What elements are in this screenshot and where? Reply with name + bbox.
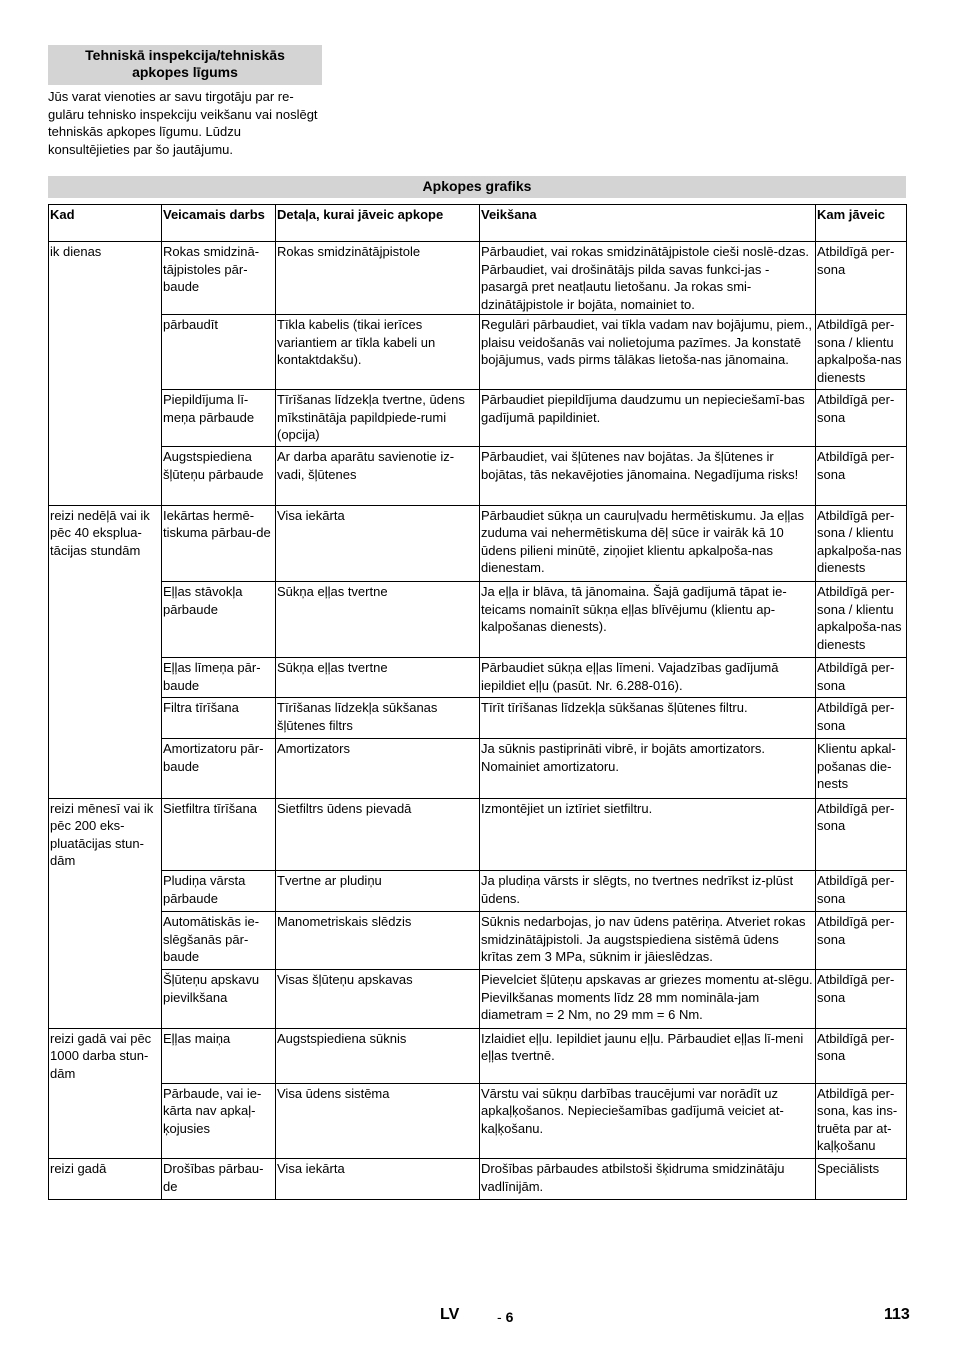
cell-when: reizi gadā vai pēc 1000 darba stun-dām bbox=[49, 1028, 162, 1083]
cell-who: Atbildīgā per-sona bbox=[816, 970, 907, 1029]
section-heading bbox=[48, 45, 322, 85]
table-row bbox=[49, 505, 907, 582]
intro-paragraph: Jūs varat vienoties ar savu tirgotāju par re-gulāru tehnisko inspekciju veikšanu vai noslēgt tehniskās apkopes līgumu. Lūdzu konsultējieties par šo jautājumu. bbox=[48, 89, 318, 157]
cell-task: Eļļas maiņa bbox=[162, 1028, 276, 1083]
cell-action: Pārbaudiet, vai šļūtenes nav bojātas. Ja šļūtenes ir bojātas, tās nekavējoties jānomaina. Negadījuma risks! bbox=[480, 447, 816, 506]
cell-task: Iekārtas hermē-tiskuma pārbau-de bbox=[162, 505, 276, 582]
footer-language: LV bbox=[440, 1306, 460, 1323]
cell-when: reizi gadā bbox=[49, 1159, 162, 1200]
footer-page: 6 bbox=[505, 1309, 514, 1325]
cell-action: Pārbaudiet piepildījuma daudzumu un nepieciešamī-bas gadījumā papildiniet. bbox=[480, 390, 816, 447]
cell-task: Augstspiediena šļūteņu pārbaude bbox=[162, 447, 276, 506]
table-row bbox=[49, 871, 907, 912]
cell-action: Pievelciet šļūteņu apskavas ar griezes momentu at-slēgu. Pievilkšanas moments līdz 28 mm nomināla-jam diametram = 2 Nm, no 29 mm = 6 Nm. bbox=[480, 970, 816, 1029]
cell-task: Drošības pārbau-de bbox=[162, 1159, 276, 1200]
cell-part: Tīrīšanas līdzekļa sūkšanas šļūtenes filtrs bbox=[276, 698, 480, 739]
table-row bbox=[49, 315, 907, 390]
section-heading-line2: apkopes līgums bbox=[132, 64, 238, 80]
cell-action: Pārbaudiet sūkņa un cauruļvadu hermētiskumu. Ja eļļas zuduma vai nehermētiskuma dēļ sūce ir vairāk kā 10 ūdens pilieni minūtē, ziņojiet klientu apkalpoša-nas dienestam. bbox=[480, 505, 816, 582]
cell-action: Vārstu vai sūkņu darbības traucējumi var norādīt uz apkaļķošanos. Nepieciešamības gadījumā veiciet at-kaļķošanu. bbox=[480, 1083, 816, 1159]
cell-who: Atbildīgā per-sona bbox=[816, 912, 907, 970]
cell-task: Piepildījuma lī-meņa pārbaude bbox=[162, 390, 276, 447]
footer-page-number: 113 bbox=[884, 1306, 910, 1323]
cell-when: ik dienas bbox=[49, 242, 162, 315]
cell-action: Izlaidiet eļļu. Iepildiet jaunu eļļu. Pārbaudiet eļļas lī-meni eļļas tvertnē. bbox=[480, 1028, 816, 1083]
cell-when bbox=[49, 698, 162, 739]
cell-when bbox=[49, 739, 162, 799]
cell-task: Filtra tīrīšana bbox=[162, 698, 276, 739]
table-row bbox=[49, 798, 907, 871]
cell-when bbox=[49, 658, 162, 698]
cell-part: Rokas smidzinātājpistole bbox=[276, 242, 480, 315]
cell-task: Automātiskās ie-slēgšanās pār-baude bbox=[162, 912, 276, 970]
table-row bbox=[49, 970, 907, 1029]
section-heading-line1: Tehniskā inspekcija/tehniskās bbox=[85, 47, 285, 63]
cell-part: Visa iekārta bbox=[276, 505, 480, 582]
cell-action: Ja sūknis pastiprināti vibrē, ir bojāts amortizators. Nomainiet amortizatoru. bbox=[480, 739, 816, 799]
table-row bbox=[49, 698, 907, 739]
cell-part: Ar darba aparātu savienotie iz-vadi, šļūtenes bbox=[276, 447, 480, 506]
maintenance-schedule-table bbox=[48, 204, 907, 1200]
cell-part: Sūkņa eļļas tvertne bbox=[276, 658, 480, 698]
cell-who: Klientu apkal-pošanas die-nests bbox=[816, 739, 907, 799]
cell-task: Rokas smidzinā-tājpistoles pār-baude bbox=[162, 242, 276, 315]
cell-action: Ja pludiņa vārsts ir slēgts, no tvertnes nedrīkst iz-plūst ūdens. bbox=[480, 871, 816, 912]
cell-task: Šļūteņu apskavu pievilkšana bbox=[162, 970, 276, 1029]
cell-action: Drošības pārbaudes atbilstoši šķidruma smidzinātāju vadlīnijām. bbox=[480, 1159, 816, 1200]
cell-who: Atbildīgā per-sona / klientu apkalpoša-nas dienests bbox=[816, 315, 907, 390]
table-row bbox=[49, 582, 907, 658]
cell-who: Atbildīgā per-sona / klientu apkalpoša-nas dienests bbox=[816, 505, 907, 582]
cell-part: Tīkla kabelis (tikai ierīces variantiem ar tīkla kabeli un kontaktdakšu). bbox=[276, 315, 480, 390]
table-row bbox=[49, 242, 907, 315]
header-task: Veicamais darbs bbox=[162, 205, 276, 242]
footer-section-page bbox=[497, 1309, 513, 1325]
cell-who: Atbildīgā per-sona bbox=[816, 242, 907, 315]
cell-who: Atbildīgā per-sona bbox=[816, 698, 907, 739]
cell-action: Pārbaudiet sūkņa eļļas līmeni. Vajadzības gadījumā iepildiet eļļu (pasūt. Nr. 6.288-016). bbox=[480, 658, 816, 698]
cell-who: Atbildīgā per-sona, kas ins-truēta par at-kaļķošanu bbox=[816, 1083, 907, 1159]
table-row bbox=[49, 447, 907, 506]
cell-when bbox=[49, 970, 162, 1029]
table-row bbox=[49, 1028, 907, 1083]
cell-action: Sūknis nedarbojas, jo nav ūdens patēriņa. Atveriet rokas smidzinātājpistoli. Ja augstspiediena sistēmā ūdens krītas zem 3 MPa, sūknim ir jāieslēdzas. bbox=[480, 912, 816, 970]
cell-when bbox=[49, 582, 162, 658]
cell-task: Pludiņa vārsta pārbaude bbox=[162, 871, 276, 912]
table-row bbox=[49, 739, 907, 799]
cell-part: Amortizators bbox=[276, 739, 480, 799]
cell-part: Sietfiltrs ūdens pievadā bbox=[276, 798, 480, 871]
cell-task: Pārbaude, vai ie-kārta nav apkaļ-ķojusies bbox=[162, 1083, 276, 1159]
cell-who: Atbildīgā per-sona bbox=[816, 871, 907, 912]
cell-when bbox=[49, 1083, 162, 1159]
cell-who: Atbildīgā per-sona bbox=[816, 798, 907, 871]
cell-action: Regulāri pārbaudiet, vai tīkla vadam nav bojājumu, piem., plaisu veidošanās vai nolietojuma pazīmes. Ja konstatē bojājumus, vads pirms tālākas lietoša-nas jānomaina. bbox=[480, 315, 816, 390]
cell-task: Amortizatoru pār-baude bbox=[162, 739, 276, 799]
cell-who: Atbildīgā per-sona bbox=[816, 447, 907, 506]
cell-who: Speciālists bbox=[816, 1159, 907, 1200]
table-header-row bbox=[49, 205, 907, 242]
cell-action: Pārbaudiet, vai rokas smidzinātājpistole cieši noslē-dzas. Pārbaudiet, vai drošinātājs pilda savas funkci-jas - pasargā pret neatļautu lietošanu. Ja rokas smi-dzinātājpistole ir bojāta, nomainiet to. bbox=[480, 242, 816, 315]
cell-when bbox=[49, 912, 162, 970]
table-row bbox=[49, 390, 907, 447]
cell-action: Tīrīt tīrīšanas līdzekļa sūkšanas šļūtenes filtru. bbox=[480, 698, 816, 739]
cell-who: Atbildīgā per-sona bbox=[816, 658, 907, 698]
footer-dash: - bbox=[497, 1309, 502, 1325]
table-row bbox=[49, 1083, 907, 1159]
cell-part: Sūkņa eļļas tvertne bbox=[276, 582, 480, 658]
cell-part: Visa ūdens sistēma bbox=[276, 1083, 480, 1159]
cell-when: reizi mēnesī vai ik pēc 200 eks-pluatācijas stun-dām bbox=[49, 798, 162, 871]
cell-when: reizi nedēļā vai ik pēc 40 eksplua-tācijas stundām bbox=[49, 505, 162, 582]
table-title: Apkopes grafiks bbox=[48, 176, 906, 198]
cell-part: Tvertne ar pludiņu bbox=[276, 871, 480, 912]
table-row bbox=[49, 1159, 907, 1200]
cell-when bbox=[49, 315, 162, 390]
cell-part: Visas šļūteņu apskavas bbox=[276, 970, 480, 1029]
cell-task: Sietfiltra tīrīšana bbox=[162, 798, 276, 871]
header-action: Veikšana bbox=[480, 205, 816, 242]
header-when: Kad bbox=[49, 205, 162, 242]
cell-task: Eļļas stāvokļa pārbaude bbox=[162, 582, 276, 658]
cell-when bbox=[49, 871, 162, 912]
cell-when bbox=[49, 390, 162, 447]
cell-task: pārbaudīt bbox=[162, 315, 276, 390]
cell-task: Eļļas līmeņa pār-baude bbox=[162, 658, 276, 698]
cell-part: Visa iekārta bbox=[276, 1159, 480, 1200]
cell-when bbox=[49, 447, 162, 506]
cell-part: Tīrīšanas līdzekļa tvertne, ūdens mīkstinātāja papildpiede-rumi (opcija) bbox=[276, 390, 480, 447]
cell-action: Ja eļļa ir blāva, tā jānomaina. Šajā gadījumā tāpat ie-teicams nomainīt sūkņa eļļas blīvējumu (klientu ap-kalpošanas dienests). bbox=[480, 582, 816, 658]
header-who: Kam jāveic bbox=[816, 205, 907, 242]
table-row bbox=[49, 658, 907, 698]
cell-part: Manometriskais slēdzis bbox=[276, 912, 480, 970]
cell-who: Atbildīgā per-sona bbox=[816, 390, 907, 447]
cell-part: Augstspiediena sūknis bbox=[276, 1028, 480, 1083]
header-part: Detaļa, kurai jāveic apkope bbox=[276, 205, 480, 242]
table-row bbox=[49, 912, 907, 970]
table-body bbox=[49, 242, 907, 1200]
cell-action: Izmontējiet un iztīriet sietfiltru. bbox=[480, 798, 816, 871]
cell-who: Atbildīgā per-sona / klientu apkalpoša-nas dienests bbox=[816, 582, 907, 658]
cell-who: Atbildīgā per-sona bbox=[816, 1028, 907, 1083]
